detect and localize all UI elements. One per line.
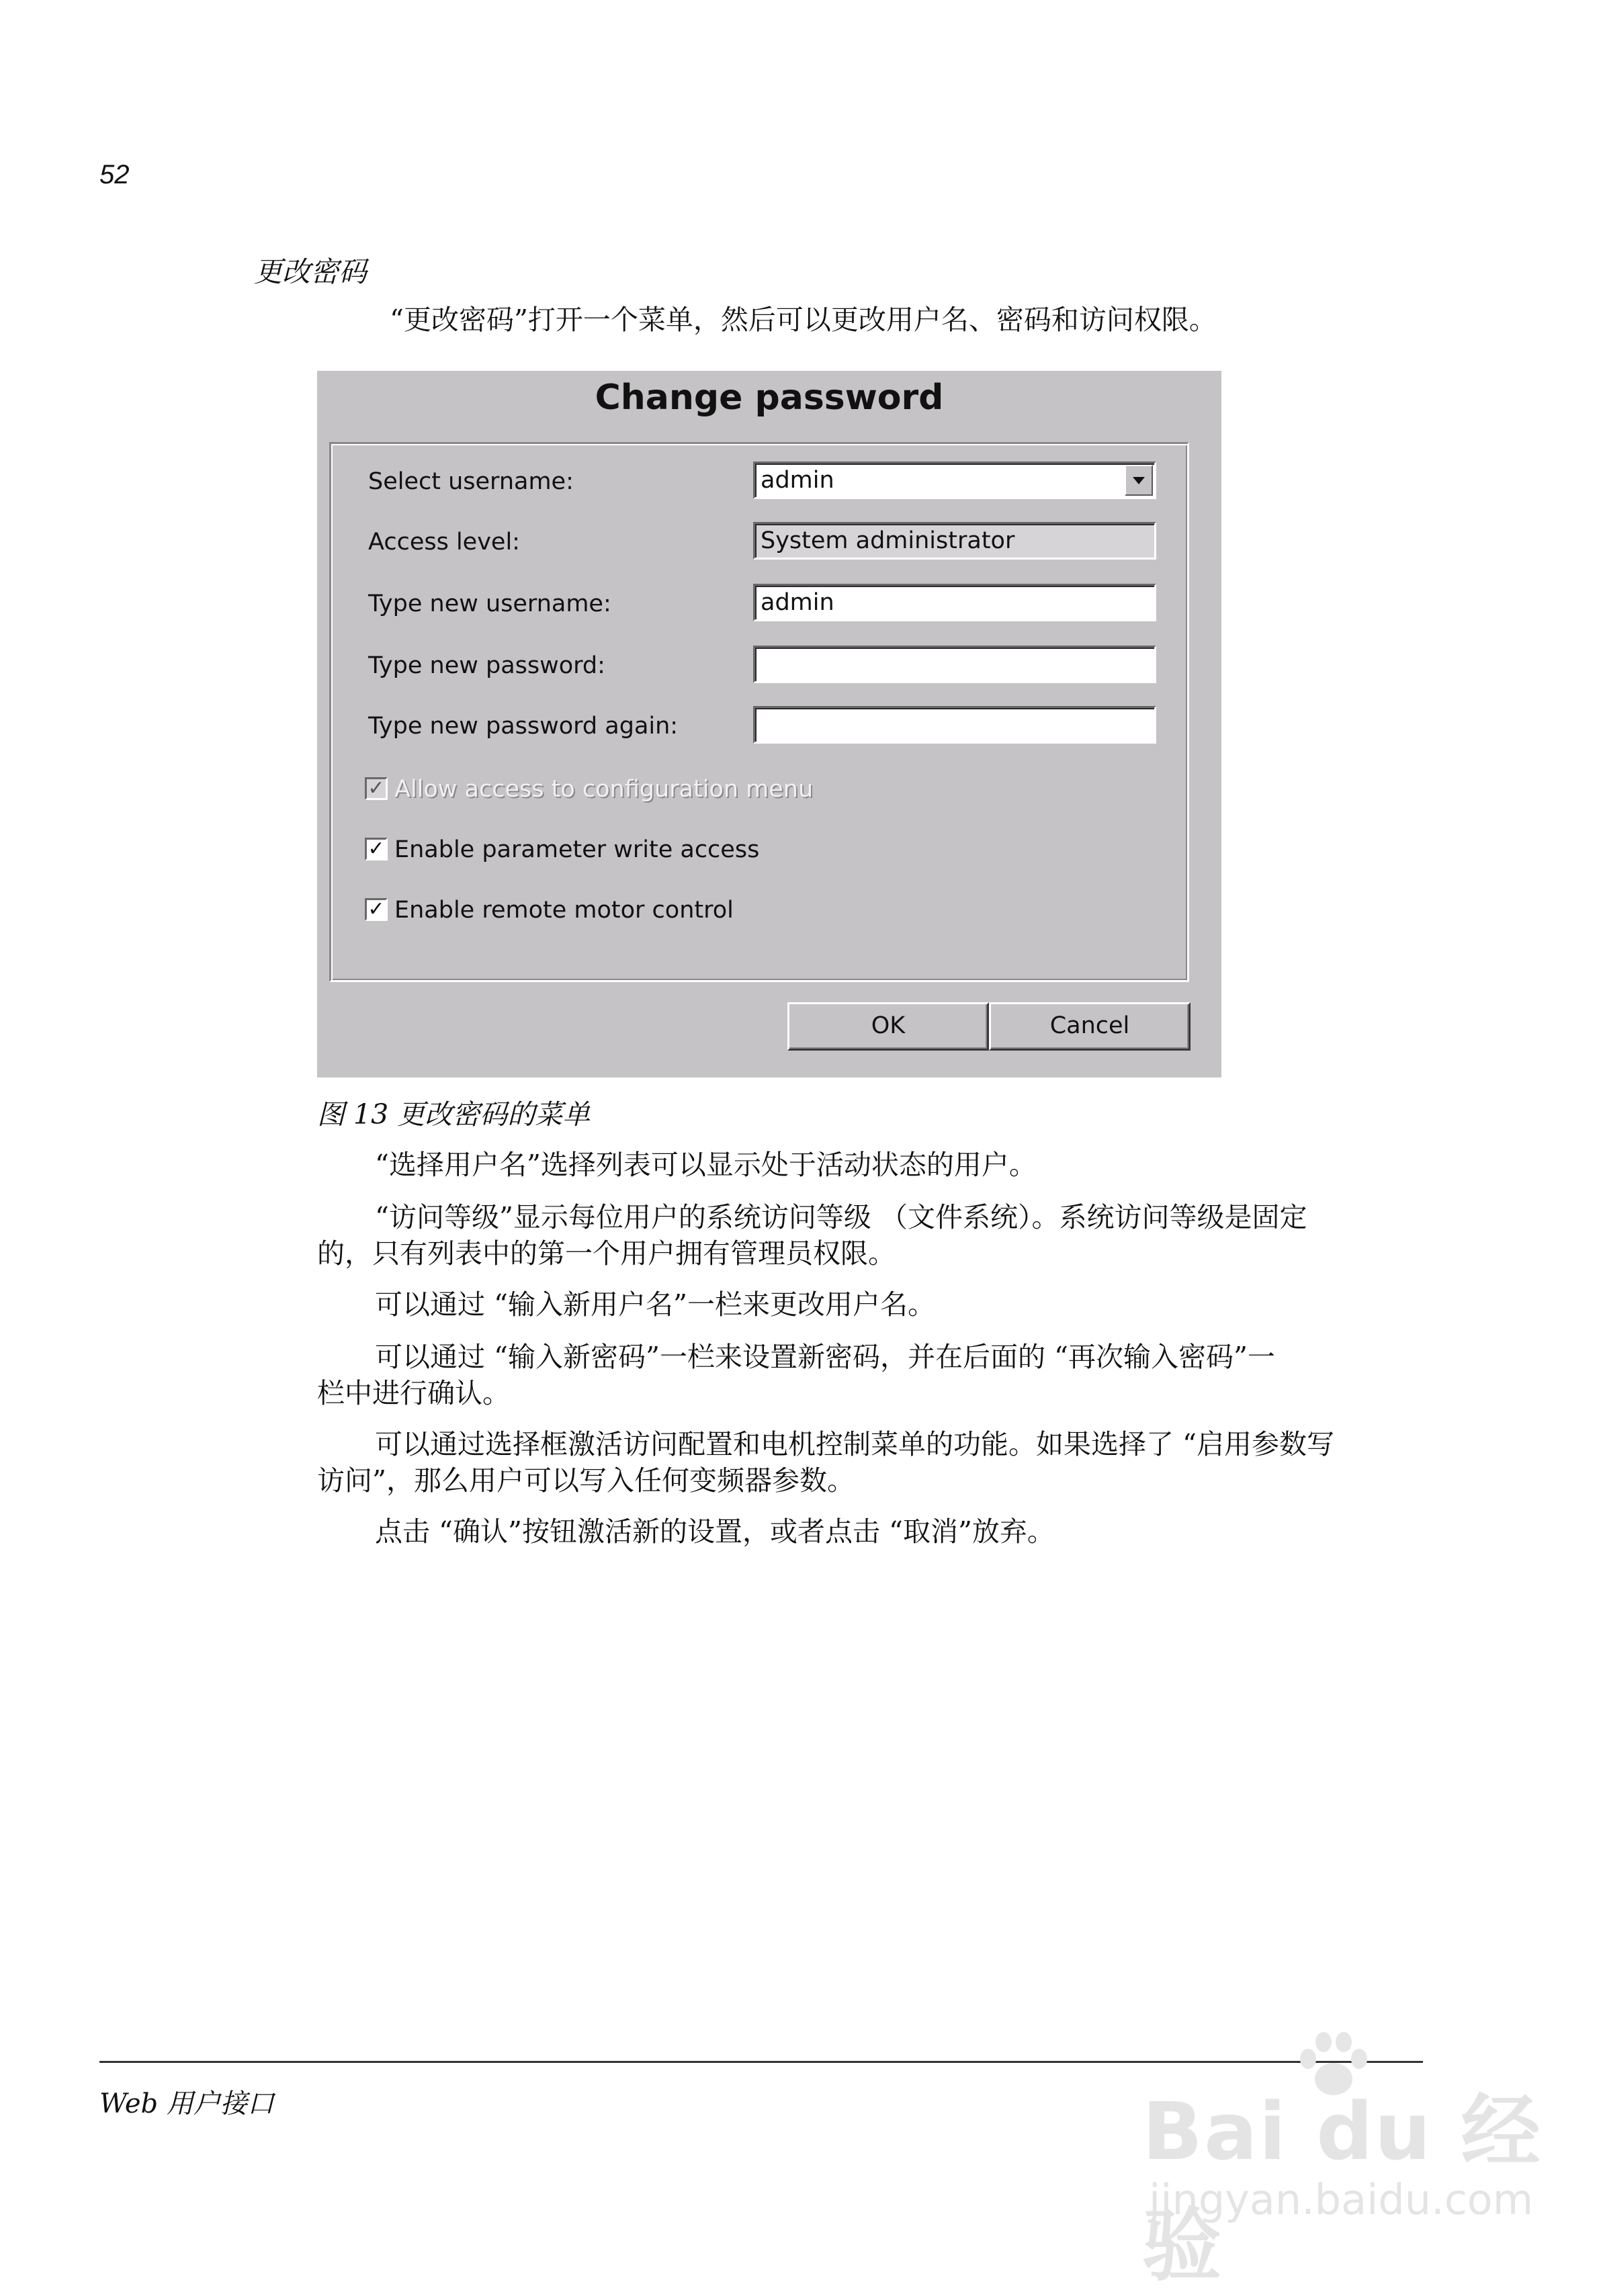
allow-config-access-label: Allow access to configuration menu	[394, 776, 814, 803]
body-paragraph-5-line-2: 访问”，那么用户可以写入任何变频器参数。	[317, 1464, 855, 1497]
access-level-label: Access level:	[368, 529, 520, 556]
new-password-again-input[interactable]	[753, 706, 1156, 744]
chevron-down-icon	[1133, 477, 1145, 484]
new-password-label: Type new password:	[368, 652, 605, 679]
new-username-label: Type new username:	[368, 590, 611, 617]
watermark-url: jingyan.baidu.com	[1149, 2175, 1534, 2224]
body-paragraph-2-line-1: “访问等级”显示每位用户的系统访问等级 （文件系统）。系统访问等级是固定	[375, 1201, 1307, 1233]
figure-caption: 图 13 更改密码的菜单	[317, 1098, 591, 1131]
dropdown-button[interactable]	[1125, 465, 1153, 496]
watermark-logo: Bai du 经验	[1142, 2085, 1542, 2292]
select-username-label: Select username:	[368, 468, 574, 495]
body-paragraph-5-line-1: 可以通过选择框激活访问配置和电机控制菜单的功能。如果选择了 “启用参数写	[375, 1428, 1334, 1460]
cancel-button[interactable]: Cancel	[989, 1002, 1191, 1051]
body-paragraph-3: 可以通过 “输入新用户名”一栏来更改用户名。	[375, 1288, 935, 1321]
body-paragraph-1: “选择用户名”选择列表可以显示处于活动状态的用户。	[375, 1149, 1037, 1181]
select-username-dropdown[interactable]	[753, 461, 1156, 499]
parameter-write-label: Enable parameter write access	[394, 836, 760, 863]
body-paragraph-2-line-2: 的，只有列表中的第一个用户拥有管理员权限。	[317, 1237, 896, 1270]
body-paragraph-4-line-1: 可以通过 “输入新密码”一栏来设置新密码，并在后面的 “再次输入密码”一	[375, 1341, 1275, 1373]
form-group-box	[329, 442, 1189, 982]
footer-text: Web 用户接口	[99, 2088, 274, 2119]
ok-button[interactable]: OK	[787, 1002, 989, 1051]
remote-motor-checkbox[interactable]: ✓	[365, 898, 388, 921]
change-password-dialog	[317, 371, 1221, 1077]
section-title: 更改密码	[254, 255, 368, 288]
remote-motor-label: Enable remote motor control	[394, 897, 734, 924]
body-paragraph-6: 点击 “确认”按钮激活新的设置，或者点击 “取消”放弃。	[375, 1515, 1055, 1548]
body-paragraph-4-line-2: 栏中进行确认。	[317, 1377, 510, 1409]
new-username-input[interactable]: admin	[753, 584, 1156, 621]
intro-paragraph: “更改密码”打开一个菜单，然后可以更改用户名、密码和访问权限。	[390, 304, 1217, 336]
select-username-value: admin	[761, 467, 834, 494]
access-level-field: System administrator	[753, 522, 1156, 560]
footer-divider	[99, 2061, 1423, 2063]
dialog-title: Change password	[595, 378, 944, 418]
allow-config-access-checkbox: ✓	[365, 777, 388, 800]
parameter-write-checkbox[interactable]: ✓	[365, 838, 388, 860]
new-password-again-label: Type new password again:	[368, 713, 679, 740]
page-number: 52	[99, 160, 130, 189]
new-password-input[interactable]	[753, 646, 1156, 683]
